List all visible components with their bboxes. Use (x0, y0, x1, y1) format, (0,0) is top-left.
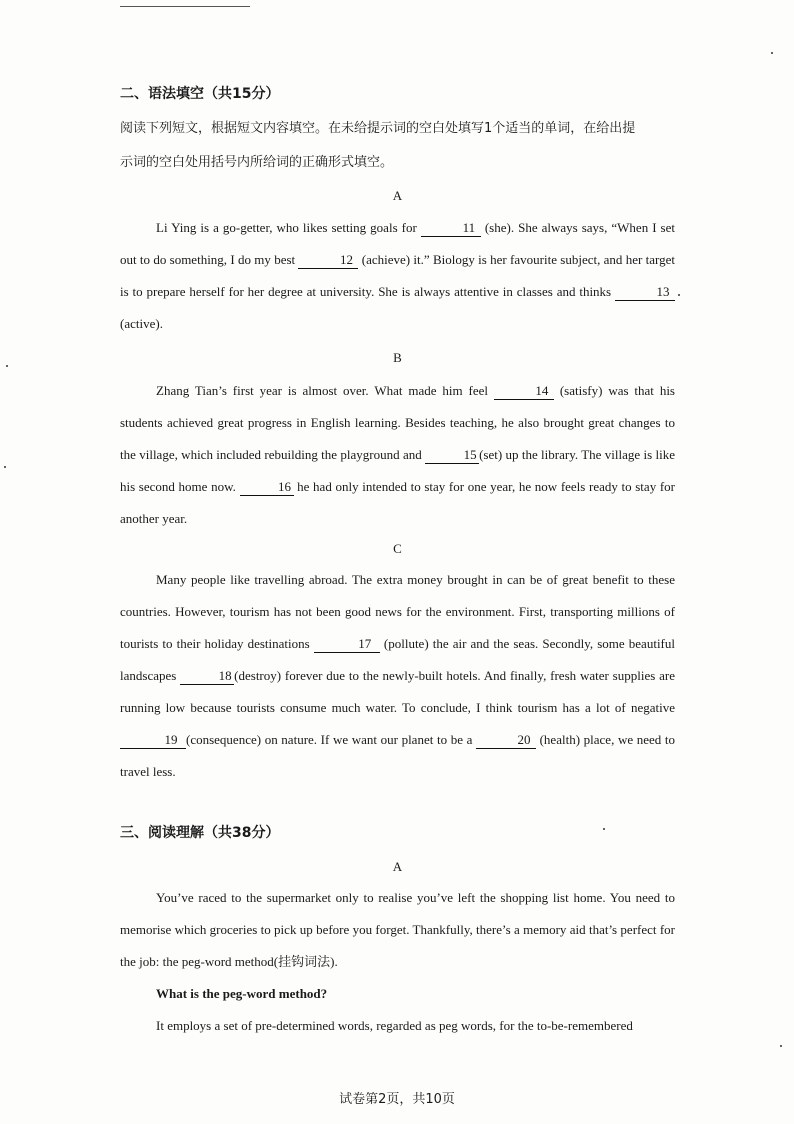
passage-text: (consequence) on nature. If we want our planet to be a (186, 732, 476, 747)
passage-text: (pollute) the air and the seas. Secondly, some beautiful landscapes (120, 636, 675, 683)
scan-speck (4, 466, 6, 468)
page-footer: 试卷第2页，共10页 (339, 1092, 455, 1107)
reading-subheading: What is the peg-word method? (156, 986, 328, 1001)
scan-speck (780, 1045, 782, 1047)
reading-passage-a (120, 882, 675, 1042)
passage-text: Li Ying is a go-getter, who likes setting goals for (156, 220, 421, 235)
scan-speck (6, 365, 8, 367)
blank-18[interactable]: 18 (180, 668, 234, 685)
top-rule (120, 6, 250, 7)
passage-text: Zhang Tian’s first year is almost over. What made him feel (156, 383, 494, 398)
passage-text: (set) up the library. The village is like his second home now. (120, 447, 675, 494)
reading-paragraph-2: It employs a set of pre-determined words, regarded as peg words, for the to-be-remembered (156, 1018, 633, 1033)
blank-16[interactable]: 16 (240, 479, 294, 496)
passage-b (120, 375, 675, 535)
section-title-grammar: 二、语法填空（共15分） (120, 86, 280, 102)
instruction-line-1: 阅读下列短文，根据短文内容填空。在未给提示词的空白处填写1个适当的单词，在给出提 (120, 121, 636, 136)
blank-12[interactable]: 12 (298, 252, 358, 269)
blank-11[interactable]: 11 (421, 220, 481, 237)
reading-passage-label-a: A (392, 859, 403, 874)
passage-label-c: C (393, 541, 402, 556)
blank-19[interactable]: 19 (120, 732, 186, 749)
passage-text: (she). She always says, “When I set out to do something, I do my best (120, 220, 675, 267)
section-title-reading: 三、阅读理解（共38分） (120, 825, 280, 841)
passage-text: (satisfy) was that his students achieved great progress in English learning. Besides teaching, he also brought great changes to the village, which included rebuilding the playground and (120, 383, 675, 462)
blank-13[interactable]: 13 (615, 284, 675, 301)
scan-speck (678, 294, 680, 296)
passage-text: he had only intended to stay for one year, he now feels ready to stay for another year. (120, 479, 675, 526)
passage-text: (health) place, we need to travel less. (120, 732, 675, 779)
passage-label-a: A (392, 188, 403, 203)
blank-17[interactable]: 17 (314, 636, 380, 653)
passage-text: (achieve) it.” Biology is her favourite subject, and her target is to prepare herself for her degree at university. She is always attentive in classes and thinks (120, 252, 675, 299)
blank-15[interactable]: 15 (425, 447, 479, 464)
passage-label-b: B (393, 350, 402, 365)
instruction-line-2: 示词的空白处用括号内所给词的正确形式填空。 (120, 155, 394, 170)
passage-a (120, 212, 675, 340)
scan-speck (771, 52, 773, 54)
passage-c (120, 564, 675, 788)
passage-text: Many people like travelling abroad. The extra money brought in can be of great benefit to these countries. However, tourism has not been good news for the environment. First, transporting millions of tourists to their holiday destinations (120, 572, 675, 651)
reading-paragraph-1: You’ve raced to the supermarket only to realise you’ve left the shopping list home. You need to memorise which groceries to pick up before you forget. Thankfully, there’s a memory aid that’s perfect for the job: the peg-word method(挂钩词法). (120, 890, 675, 969)
blank-14[interactable]: 14 (494, 383, 554, 400)
passage-text: (destroy) forever due to the newly-built hotels. And finally, fresh water supplies are running low because tourists consume much water. To conclude, I think tourism has a lot of negative (120, 668, 675, 715)
passage-text: (active). (120, 316, 163, 331)
blank-20[interactable]: 20 (476, 732, 536, 749)
instructions (120, 112, 675, 180)
